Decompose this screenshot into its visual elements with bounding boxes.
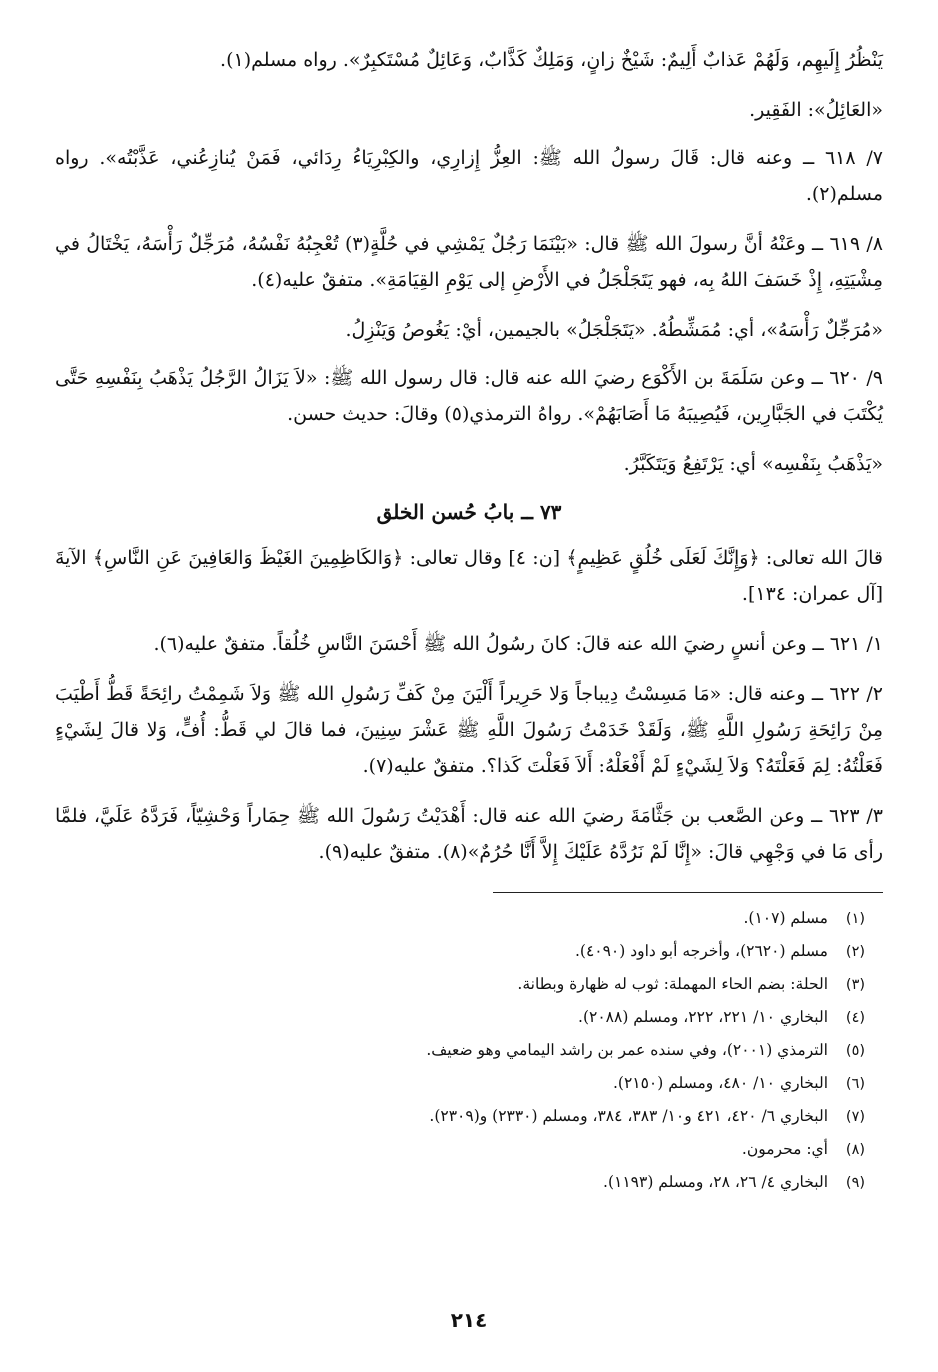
hadith-619: ٨/ ٦١٩ ــ وعَنْهُ أنَّ رسولَ الله ﷺ قال: «بَيْنَمَا رَجُلٌ يَمْشِي في حُلَّةٍ(٣) تُعْجِبُهُ نَفْسُهُ، مُرَجِّلٌ رَأْسَهُ، يَخْتَالُ في مِشْيَتِهِ، إِذْ خَسَفَ اللهُ بِه، فهو يَتَجَلْجَلُ في الأَرْضِ إلى يَوْمِ القِيَامَةِ». متفقٌ عليه(٤).: [55, 233, 883, 291]
footnote: [55, 940, 883, 963]
footnote-number: (٣): [845, 977, 866, 993]
footnote: [55, 1171, 883, 1194]
footnote: [55, 973, 883, 996]
footnote-number: (٩): [845, 1175, 866, 1191]
footnote: [55, 1138, 883, 1161]
footnote-number: (١): [845, 911, 866, 927]
footnote-text: الترمذي (٢٠٠١)، وفي سنده عمر بن راشد اليمامي وهو ضعيف.: [426, 1041, 828, 1059]
footnote-number: (٤): [845, 1010, 866, 1026]
main-text: [55, 42, 883, 870]
footnote-text: أي: محرمون.: [741, 1140, 828, 1158]
footnote: [55, 1006, 883, 1029]
footnote-text: البخاري ١٠/ ٢٢١، ٢٢٢، ومسلم (٢٠٨٨).: [578, 1008, 828, 1026]
hadith-620: ٩/ ٦٢٠ ــ وعن سَلَمَةَ بن الأَكْوَع رضيَ الله عنه قال: قال رسول الله ﷺ: «لاَ يَزَالُ الرَّجُلُ يَذْهَبُ بِنَفْسِهِ حَتَّى يُكْتَبَ في الجَبَّارِين، فَيُصِيبَهُ مَا أَصَابَهُمْ». رواهُ الترمذي(٥) وقالَ: حديث حسن.: [55, 367, 883, 425]
footnote-text: البخاري ١٠/ ٤٨٠، ومسلم (٢١٥٠).: [612, 1074, 828, 1092]
footnote-text: البخاري ٤/ ٢٦، ٢٨، ومسلم (١١٩٣).: [603, 1173, 828, 1191]
gloss-line: «يَذْهَبُ بِنَفْسِه» أي: يَرْتَفِعُ وَيَتَكَبَّرُ.: [623, 453, 883, 475]
footnote-number: (٢): [845, 944, 866, 960]
hadith-622: ٢/ ٦٢٢ ــ وعنه قال: «مَا مَسِسْتُ دِيباجاً وَلا حَرِيراً أَلْيَنَ مِنْ كَفِّ رَسُولِ الله ﷺ وَلاَ شَمِمْتُ رائِحَةً قَطُّ أَطْيَبَ مِنْ رَائِحَةِ رَسُولِ اللَّهِ ﷺ، وَلَقَدْ خَدَمْتُ رَسُولَ اللَّهِ ﷺ عَشْرَ سِنِينَ، فما قالَ لي قَطُّ: أُفٍّ، وَلا قالَ لِشَيْءٍ فَعَلْتُهُ: لِمَ فَعَلْتَهُ؟ وَلاَ لِشَيْءٍ لَمْ أَفْعَلْهُ: أَلاَ فَعَلْتَ كَذا؟. متفقٌ عليه(٧).: [55, 683, 883, 777]
footnote-text: مسلم (٢٦٢٠)، وأخرجه أبو داود (٤٠٩٠).: [574, 942, 828, 960]
footnote-text: الحلة: بضم الحاء المهملة: ثوب له ظهارة وبطانة.: [517, 975, 828, 993]
gloss-line: «مُرَجِّلٌ رَأْسَهُ»، أي: مُمَشِّطُهُ. «يَتَجَلْجَلُ» بالجيمين، أيْ: يَغُوصُ وَيَنْزِلُ.: [345, 319, 883, 341]
footnote-divider: [493, 892, 883, 893]
footnote-text: مسلم (١٠٧).: [743, 909, 828, 927]
quran-verses: قالَ الله تعالى: ﴿وَإِنَّكَ لَعَلَى خُلُقٍ عَظِيمٍ﴾ [ن: ٤] وقال تعالى: ﴿وَالكَاظِمِينَ الغَيْظَ وَالعَافِينَ عَنِ النَّاسِ﴾ الآيةَ [آل عمران: ١٣٤].: [55, 547, 883, 605]
footnote-number: (٥): [845, 1043, 866, 1059]
footnote: [55, 1072, 883, 1095]
footnote: [55, 1105, 883, 1128]
footnotes: [55, 907, 883, 1194]
hadith-continuation: يَنْظُرُ إِلَيهِم، وَلَهُمْ عَذابٌ أَلِيمٌ: شَيْخٌ زانٍ، وَمَلِكٌ كَذَّابٌ، وَعَائِلٌ مُسْتَكبِرٌ». رواه مسلم(١).: [220, 49, 883, 71]
chapter-title: ٧٣ ــ بابُ حُسن الخلق: [376, 500, 562, 524]
footnote-number: (٨): [845, 1142, 866, 1158]
hadith-623: ٣/ ٦٢٣ ــ وعن الصَّعب بن جَثَّامَةَ رضيَ الله عنه قال: أَهْدَيْتُ رَسُولَ الله ﷺ حِمَاراً وَحْشِيّاً، فَرَدَّهُ عَلَيَّ، فلمَّا رأى مَا في وَجْهِي قالَ: «إِنَّا لَمْ نَرُدَّهُ عَلَيْكَ إِلاَّ أَنَّا حُرُمٌ»(٨). متفقٌ عليه(٩).: [55, 805, 883, 863]
hadith-621: ١/ ٦٢١ ــ وعن أنسٍ رضيَ الله عنه قالَ: كانَ رسُولُ الله ﷺ أَحْسَنَ النَّاسِ خُلُقاً. متفقٌ عليه(٦).: [153, 633, 883, 655]
footnote-number: (٧): [845, 1109, 866, 1125]
footnote: [55, 1039, 883, 1062]
hadith-618: ٧/ ٦١٨ ــ وعنه قال: قَالَ رسولُ الله ﷺ: العِزُّ إِزارِي، والكِبْرِيَاءُ رِدَائي، فَمَنْ يُنازِعُني، عَذَّبْتُه». رواه مسلم(٢).: [55, 147, 883, 205]
footnote-number: (٦): [845, 1076, 866, 1092]
footnote: [55, 907, 883, 930]
footnote-text: البخاري ٦/ ٤٢٠، ٤٢١ و١٠/ ٣٨٣، ٣٨٤، ومسلم (٢٣٣٠) و(٢٣٠٩).: [429, 1107, 828, 1125]
gloss-line: «العَائِلُ»: الفَقِير.: [749, 99, 883, 121]
page-number: ٢١٤: [450, 1308, 488, 1332]
